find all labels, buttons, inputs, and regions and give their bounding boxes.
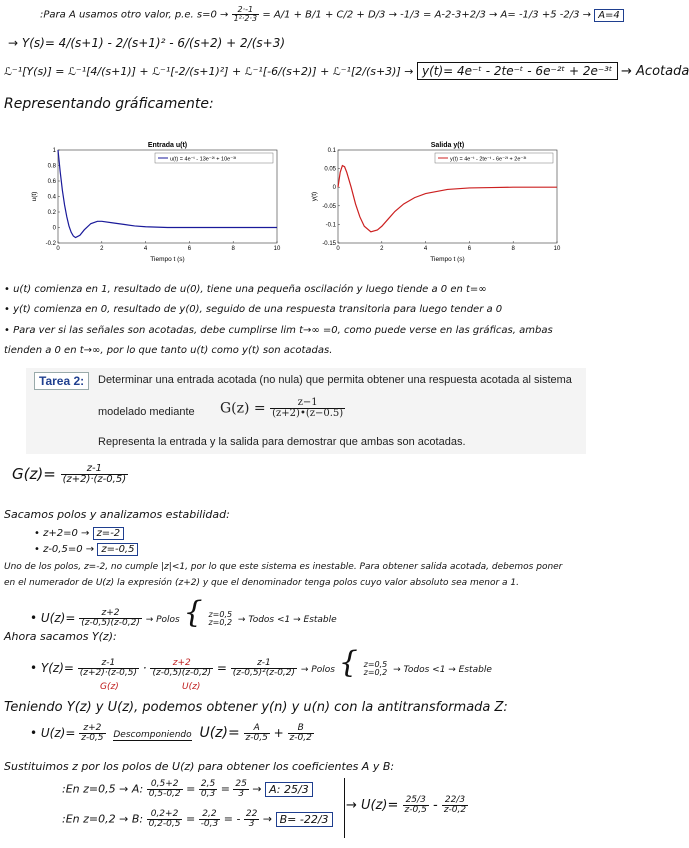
instability-note-1: Uno de los polos, z=-2, no cumple |z|<1, por lo que este sistema es inestable. Para obtener salida acotada, debemos poner xyxy=(4,562,563,572)
x-tick-label: 0 xyxy=(336,246,340,252)
bullet-ut: • u(t) comienza en 1, resultado de u(0), tiene una pequeña oscilación y luego tiende a 0 en t=∞ xyxy=(4,284,487,295)
g-underbrace-label: G(z) xyxy=(100,682,119,692)
yz-poles-label: → Polos xyxy=(300,665,335,675)
y-tick-label: -0.15 xyxy=(322,241,336,247)
coef-b-box: B= -22/3 xyxy=(276,812,333,827)
line-a-prefix: :Para A usamos otro valor, p.e. s=0 → xyxy=(40,9,229,21)
coef-a-frac-3 xyxy=(233,780,248,799)
y-tick-label: 1 xyxy=(52,148,56,154)
teniendo-line: Teniendo Y(z) y U(z), podemos obtener y(n) y u(n) con la antitransformada Z: xyxy=(4,700,508,715)
inverse-laplace-line xyxy=(4,64,689,79)
pole-1 xyxy=(34,528,124,539)
yz-poles-brace: { xyxy=(338,645,358,680)
yz-frac-g xyxy=(78,659,139,678)
x-tick-label: 4 xyxy=(423,246,428,252)
coef-a-n1: 0,5+2 xyxy=(147,780,183,790)
gz-fraction xyxy=(61,464,129,485)
descomponiendo-arrow: Descomponiendo xyxy=(113,730,192,740)
yz-pole-1: z=0,5 xyxy=(363,659,388,669)
instability-note-2: en el numerador de U(z) la expresión (z+2) y que el denominador tenga polos cuyo valor absoluto sea menor a 1. xyxy=(4,578,520,588)
coef-b-eq-1: = xyxy=(185,812,196,826)
coef-b-frac-2 xyxy=(199,810,221,829)
dec-b-den: z-0,2 xyxy=(289,733,312,743)
uz-pole-1: z=0,5 xyxy=(208,609,233,619)
gz-definition xyxy=(12,464,128,485)
final-uz xyxy=(346,796,468,815)
pole-1-text: • z+2=0 → xyxy=(34,528,90,539)
yz-equals: = xyxy=(216,661,227,675)
uz-pole-2: z=0,2 xyxy=(208,617,233,627)
coef-b-n2: 2,2 xyxy=(199,810,221,820)
dec-rhs: U(z)= xyxy=(199,725,240,741)
yz-frac-u-den: (z-0,5)(z-0,2) xyxy=(152,668,212,678)
plot-area xyxy=(58,150,277,243)
y-tick-label: 0.2 xyxy=(47,210,56,216)
coef-b-n1: 0,2+2 xyxy=(147,810,183,820)
task-formula-den: (z+2)•(z−0.5) xyxy=(272,408,344,419)
task-formula-num: z−1 xyxy=(270,398,345,409)
x-axis-label: Tiempo t (s) xyxy=(430,256,465,263)
dec-num: z+2 xyxy=(79,724,105,734)
yz-result-num: z-1 xyxy=(231,659,297,669)
y-tick-label: -0.05 xyxy=(322,203,336,210)
bullet-acotadas-1: • Para ver si las señales son acotadas, debe cumplirse lim t→∞ =0, como puede verse en las gráficas, ambas xyxy=(4,325,553,336)
x-tick-label: 0 xyxy=(56,246,60,252)
coef-b-d3: 3 xyxy=(248,819,255,829)
x-tick-label: 8 xyxy=(231,246,235,252)
x-axis-label: Tiempo t (s) xyxy=(150,256,185,263)
task-formula xyxy=(220,398,345,419)
input-chart xyxy=(30,140,285,265)
yz-frac-g-num: z-1 xyxy=(78,659,139,669)
x-tick-label: 10 xyxy=(273,246,281,252)
coef-a-arrow: → xyxy=(252,782,262,796)
a-value-box: A=4 xyxy=(594,9,624,22)
coef-b-d2: -0,3 xyxy=(200,819,219,829)
bullet-acotadas-2: tienden a 0 en t→∞, por lo que tanto u(t) como y(t) son acotadas. xyxy=(4,345,333,356)
final-frac-2 xyxy=(442,796,468,815)
pole-2-box: z=-0,5 xyxy=(97,543,138,556)
final-n2: 22/3 xyxy=(442,796,468,806)
x-tick-label: 6 xyxy=(187,246,192,252)
yz-stability-result: → Todos <1 → Estable xyxy=(393,665,492,675)
gz-den: (z+2)·(z-0,5) xyxy=(62,474,127,485)
y-tick-label: 0.4 xyxy=(47,194,56,201)
dec-a-num: A xyxy=(244,724,270,734)
ys-expression: → Y(s)= 4/(s+1) - 2/(s+1)² - 6/(s+2) + 2/(s+3) xyxy=(8,36,286,50)
pole-2 xyxy=(34,544,138,555)
coef-a-n3: 25 xyxy=(235,779,247,789)
x-tick-label: 6 xyxy=(467,246,472,252)
task-2-panel xyxy=(26,368,586,454)
x-tick-label: 8 xyxy=(511,246,515,252)
y-tick-label: 0.6 xyxy=(47,179,56,185)
dec-den: z-0,5 xyxy=(81,733,104,743)
chart-title: Salida y(t) xyxy=(430,142,465,149)
frac-a-expr: $\frac{2\cdot-1}{\text{1²·2·3}}$ xyxy=(233,5,258,23)
pole-1-box: z=-2 xyxy=(93,527,125,540)
task-2-label: Tarea 2: xyxy=(34,372,89,390)
coef-b-n3: 22 xyxy=(245,809,258,819)
task-formula-lhs: G(z) = xyxy=(220,400,266,417)
yz-result-den: (z-0,5)²(z-0,2) xyxy=(232,668,296,678)
coef-a-eq-1: = xyxy=(186,782,196,796)
decomposition xyxy=(30,724,314,743)
acotada-label: → Acotada xyxy=(621,64,689,79)
yz-definition xyxy=(30,645,492,680)
yz-frac-result xyxy=(231,659,297,678)
plot-area xyxy=(338,150,557,243)
yz-frac-g-den: (z+2)·(z-0,5) xyxy=(79,668,137,678)
coef-a-line xyxy=(62,780,313,799)
bullet-yt: • y(t) comienza en 0, resultado de y(0), seguido de una respuesta transitoria para luego tender a 0 xyxy=(4,304,503,315)
pole-2-text: • z-0,5=0 → xyxy=(34,544,95,555)
dec-a-fraction xyxy=(244,724,270,743)
y-axis-label: y(t) xyxy=(311,191,318,202)
uz-poles-label: → Polos xyxy=(145,615,180,625)
task-2-text-3: Representa la entrada y la salida para demostrar que ambas son acotadas. xyxy=(98,436,466,448)
yz-multiply: · xyxy=(142,661,147,675)
y-tick-label: 0 xyxy=(52,225,56,232)
yz-frac-u-num: z+2 xyxy=(150,659,213,669)
dec-fraction xyxy=(79,724,105,743)
final-minus: - xyxy=(432,798,438,813)
final-frac-1 xyxy=(403,796,429,815)
sustituimos-line: Sustituimos z por los polos de U(z) para obtener los coeficientes A y B: xyxy=(4,760,395,773)
coef-a-box: A: 25/3 xyxy=(265,782,313,797)
coef-b-frac-1 xyxy=(147,810,183,829)
uz-definition xyxy=(30,595,337,630)
x-tick-label: 10 xyxy=(553,246,561,252)
y-axis-label: u(t) xyxy=(31,191,38,202)
final-d2: z-0,2 xyxy=(443,805,467,815)
legend-label: u(t) = 4e⁻ᵗ - 13e⁻²ᵗ + 10e⁻³ᵗ xyxy=(170,156,237,163)
coef-bracket xyxy=(336,778,345,838)
dec-b-num: B xyxy=(288,724,314,734)
x-tick-label: 2 xyxy=(380,246,384,252)
yz-frac-u xyxy=(150,659,213,678)
coef-b-prefix: :En z=0,2 → B: xyxy=(62,812,144,826)
uz-poles-brace: { xyxy=(183,595,203,630)
coef-b-line xyxy=(62,810,333,829)
poles-title: Sacamos polos y analizamos estabilidad: xyxy=(4,508,230,521)
coef-b-d1: 0,2-0,5 xyxy=(148,819,181,829)
x-tick-label: 4 xyxy=(143,246,148,252)
coef-b-frac-3 xyxy=(244,810,259,829)
representando-heading: Representando gráficamente: xyxy=(4,96,214,112)
uz-num: z+2 xyxy=(79,609,142,619)
inverse-laplace-left: ℒ⁻¹[Y(s)] = ℒ⁻¹[4/(s+1)] + ℒ⁻¹[-2/(s+1)²] + ℒ⁻¹[-6/(s+2)] + ℒ⁻¹[2/(s+3)] → xyxy=(4,65,414,78)
yz-title: Ahora sacamos Y(z): xyxy=(4,630,117,643)
yt-result-box: y(t)= 4e⁻ᵗ - 2te⁻ᵗ - 6e⁻²ᵗ + 2e⁻³ᵗ xyxy=(417,62,618,80)
coef-a-d3: 3 xyxy=(238,789,244,799)
yz-lhs: • Y(z)= xyxy=(30,661,74,675)
y-tick-label: 0.1 xyxy=(327,148,336,154)
task-2-text-1: Determinar una entrada acotada (no nula) que permita obtener una respuesta acotada al sistema xyxy=(98,374,572,386)
final-d1: z-0,5 xyxy=(404,805,427,815)
y-tick-label: 0.8 xyxy=(47,163,56,170)
y-tick-label: 0.05 xyxy=(324,166,336,173)
dec-plus: + xyxy=(273,726,284,740)
dec-a-den: z-0,5 xyxy=(245,733,268,743)
coef-a-d1: 0,5-0,2 xyxy=(148,789,181,799)
output-chart xyxy=(310,140,565,265)
coef-a-d2: 0,3 xyxy=(200,789,216,799)
coef-a-eq-2: = xyxy=(220,782,230,796)
final-uz-lhs: → U(z)= xyxy=(346,798,399,813)
legend-label: y(t) = 4e⁻ᵗ - 2te⁻ᵗ - 6e⁻²ᵗ + 2e⁻³ᵗ xyxy=(450,156,527,163)
y-tick-label: -0.1 xyxy=(325,222,336,229)
final-n1: 25/3 xyxy=(403,796,429,806)
x-tick-label: 2 xyxy=(100,246,104,252)
coef-a-frac-1 xyxy=(147,780,183,799)
u-underbrace-label: U(z) xyxy=(182,682,201,692)
uz-stability-result: → Todos <1 → Estable xyxy=(237,615,337,625)
uz-fraction xyxy=(79,609,142,628)
coef-a-n2: 2,5 xyxy=(200,779,216,789)
coef-b-eq-2: = - xyxy=(223,812,241,826)
line-a-mid: = A/1 + B/1 + C/2 + D/3 → -1/3 = A-2-3+2/3 → A= -1/3 +5 -2/3 → xyxy=(262,9,592,21)
uz-den: (z-0,5)(z-0,2) xyxy=(81,618,140,628)
coef-a-frac-2 xyxy=(199,780,217,799)
task-formula-fraction xyxy=(270,398,345,419)
y-tick-label: 0 xyxy=(332,185,336,192)
task-2-text-2: modelado mediante xyxy=(98,406,195,418)
uz-poles-values xyxy=(206,611,234,627)
dec-lhs: • U(z)= xyxy=(30,726,76,740)
line-a-calculation xyxy=(40,6,624,23)
yz-poles-values xyxy=(362,661,390,677)
gz-num: z-1 xyxy=(61,464,129,475)
coef-a-prefix: :En z=0,5 → A: xyxy=(62,782,144,796)
y-tick-label: -0.2 xyxy=(45,241,56,247)
uz-lhs: • U(z)= xyxy=(30,611,76,625)
chart-title: Entrada u(t) xyxy=(147,142,188,149)
gz-lhs: G(z)= xyxy=(12,465,56,483)
dec-b-fraction xyxy=(288,724,314,743)
yz-pole-2: z=0,2 xyxy=(363,667,388,677)
coef-b-arrow: → xyxy=(262,812,273,826)
